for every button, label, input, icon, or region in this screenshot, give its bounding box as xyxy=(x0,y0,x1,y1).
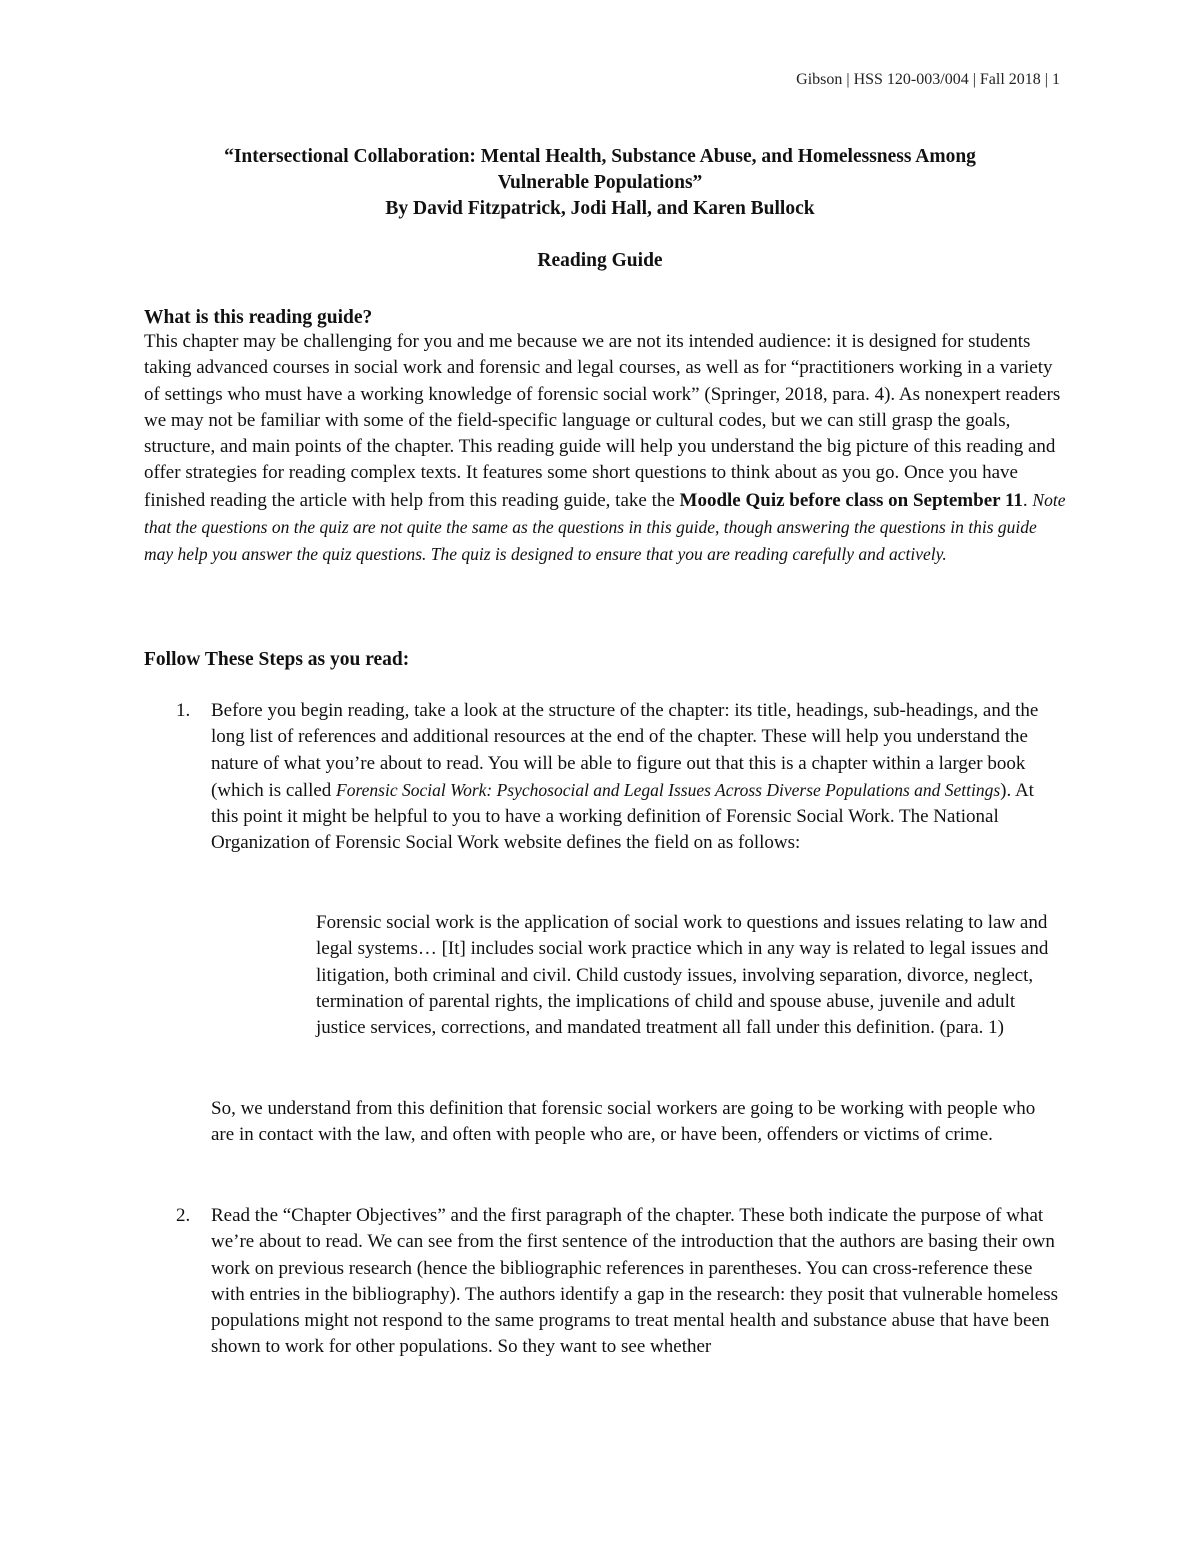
block-quote: Forensic social work is the application of social work to questions and issues relating to law and legal systems… [It] includes social work practice which in any way is related to legal issues and litigation, both criminal and civil. Child custody issues, involving separation, divorce, neglect, termination of parental rights, the implications of child and spouse abuse, juvenile and adult justice services, corrections, and mandated treatment all fall under this definition. (para. 1) xyxy=(316,912,1049,1039)
list-item-1-text xyxy=(211,698,1061,857)
list-number: 2. xyxy=(176,1205,191,1226)
book-title: Forensic Social Work: Psychosocial and Legal Issues Across Diverse Populations and Settings xyxy=(336,779,1001,800)
intro-heading: What is this reading guide? xyxy=(144,307,373,328)
title-line-1: “Intersectional Collaboration: Mental Health, Substance Abuse, and Homelessness Among xyxy=(224,146,976,167)
steps-heading: Follow These Steps as you read: xyxy=(144,649,410,670)
title-line-2: Vulnerable Populations” xyxy=(497,172,703,193)
list-item-2-text: Read the “Chapter Objectives” and the first paragraph of the chapter. These both indicate the purpose of what we’re about to read. We can see from the first sentence of the introduction that the authors are basing their own work on previous research (hence the bibliographic references in parentheses. You can cross-reference these with entries in the bibliography). The authors identify a gap in the research: they posit that vulnerable homeless populations might not respond to the same programs to treat mental health and substance abuse that have been shown to work for other populations. So they want to see whether xyxy=(211,1205,1059,1358)
step-1-followup: So, we understand from this definition that forensic social workers are going to be working with people who are in contact with the law, and often with people who are, or have been, offenders or victims of crime. xyxy=(211,1098,1036,1146)
intro-text-italic: Note that the questions on the quiz are not quite the same as the questions in this guide, though answering the questions in this guide may help you answer the quiz questions. The quiz is designed to ensure that you are reading carefully and actively. xyxy=(144,489,1066,565)
reading-guide-title: Reading Guide xyxy=(537,250,663,271)
list-number: 1. xyxy=(176,700,191,721)
title-authors: By David Fitzpatrick, Jodi Hall, and Karen Bullock xyxy=(385,198,815,219)
step-1-text-a: Before you begin reading, take a look at the structure of the chapter: its title, headings, sub-headings, and the long list of references and additional resources at the end of the chapter. These will help you understand the nature of what you’re about to read. You will be able to figure out that this is a chapter within a larger book (which is called xyxy=(211,700,1039,801)
intro-text-main: This chapter may be challenging for you and me because we are not its intended audience: it is designed for students taking advanced courses in social work and forensic and legal courses, as well as for “practitioners working in a variety of settings who must have a working knowledge of forensic social work” (Springer, 2018, para. 4). As nonexpert readers we may not be familiar with some of the field-specific language or cultural codes, but we can still grasp the goals, structure, and main points of the chapter. This reading guide will help you understand the big picture of this reading and offer strategies for reading complex texts. It features some short questions to think about as you go. Once you have finished reading the article with help from this reading guide, take the xyxy=(144,331,1061,511)
intro-text-after-bold: . xyxy=(1022,489,1033,511)
running-header: Gibson | HSS 120-003/004 | Fall 2018 | 1 xyxy=(796,71,1060,88)
chapter-title xyxy=(140,144,1060,222)
step-1-text-b: ). At this point it might be helpful to you to have a working definition of Forensic Social Work. The National Organization of Forensic Social Work website defines the field on as follows: xyxy=(211,779,1034,854)
intro-text-bold: Moodle Quiz before class on September 11 xyxy=(679,489,1023,511)
intro-paragraph xyxy=(144,329,1069,569)
